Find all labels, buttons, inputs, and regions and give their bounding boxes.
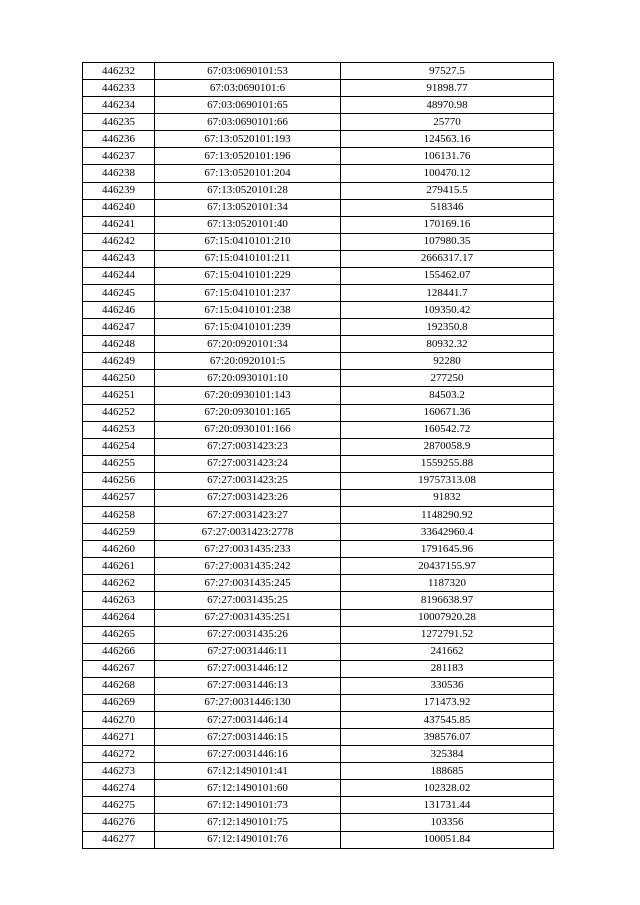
row-number-cell: 446275 xyxy=(83,797,155,814)
value-cell: 19757313.08 xyxy=(341,472,554,489)
table-body xyxy=(83,63,554,849)
table-row xyxy=(83,114,554,131)
value-cell: 192350.8 xyxy=(341,319,554,336)
cadastral-number-cell: 67:15:0410101:229 xyxy=(155,267,341,284)
cadastral-number-cell: 67:13:0520101:196 xyxy=(155,148,341,165)
row-number-cell: 446248 xyxy=(83,336,155,353)
cadastral-number-cell: 67:27:0031435:26 xyxy=(155,626,341,643)
row-number-cell: 446260 xyxy=(83,541,155,558)
value-cell: 2666317.17 xyxy=(341,250,554,267)
row-number-cell: 446242 xyxy=(83,233,155,250)
cadastral-number-cell: 67:12:1490101:73 xyxy=(155,797,341,814)
value-cell: 1148290.92 xyxy=(341,507,554,524)
row-number-cell: 446245 xyxy=(83,285,155,302)
table-row xyxy=(83,746,554,763)
table-row xyxy=(83,763,554,780)
cadastral-number-cell: 67:20:0930101:165 xyxy=(155,404,341,421)
cadastral-number-cell: 67:20:0920101:34 xyxy=(155,336,341,353)
cadastral-number-cell: 67:27:0031446:16 xyxy=(155,746,341,763)
row-number-cell: 446238 xyxy=(83,165,155,182)
cadastral-number-cell: 67:27:0031435:245 xyxy=(155,575,341,592)
value-cell: 281183 xyxy=(341,660,554,677)
row-number-cell: 446249 xyxy=(83,353,155,370)
cadastral-number-cell: 67:15:0410101:238 xyxy=(155,302,341,319)
value-cell: 155462.07 xyxy=(341,267,554,284)
value-cell: 1791645.96 xyxy=(341,541,554,558)
row-number-cell: 446276 xyxy=(83,814,155,831)
row-number-cell: 446258 xyxy=(83,507,155,524)
row-number-cell: 446263 xyxy=(83,592,155,609)
row-number-cell: 446233 xyxy=(83,80,155,97)
cadastral-number-cell: 67:27:0031423:24 xyxy=(155,455,341,472)
row-number-cell: 446252 xyxy=(83,404,155,421)
row-number-cell: 446269 xyxy=(83,694,155,711)
value-cell: 10007920.28 xyxy=(341,609,554,626)
value-cell: 1187320 xyxy=(341,575,554,592)
row-number-cell: 446255 xyxy=(83,455,155,472)
row-number-cell: 446259 xyxy=(83,524,155,541)
row-number-cell: 446262 xyxy=(83,575,155,592)
table-row xyxy=(83,216,554,233)
table-row xyxy=(83,694,554,711)
table-row xyxy=(83,131,554,148)
value-cell: 103356 xyxy=(341,814,554,831)
value-cell: 100470.12 xyxy=(341,165,554,182)
row-number-cell: 446235 xyxy=(83,114,155,131)
value-cell: 131731.44 xyxy=(341,797,554,814)
value-cell: 48970.98 xyxy=(341,97,554,114)
cadastral-number-cell: 67:20:0920101:5 xyxy=(155,353,341,370)
value-cell: 92280 xyxy=(341,353,554,370)
cadastral-number-cell: 67:27:0031435:242 xyxy=(155,558,341,575)
row-number-cell: 446261 xyxy=(83,558,155,575)
cadastral-number-cell: 67:27:0031423:23 xyxy=(155,438,341,455)
cadastral-number-cell: 67:27:0031435:251 xyxy=(155,609,341,626)
table-row xyxy=(83,455,554,472)
table-row xyxy=(83,609,554,626)
table-row xyxy=(83,797,554,814)
table-row xyxy=(83,592,554,609)
table-row xyxy=(83,541,554,558)
row-number-cell: 446265 xyxy=(83,626,155,643)
row-number-cell: 446254 xyxy=(83,438,155,455)
table-row xyxy=(83,626,554,643)
cadastral-number-cell: 67:03:0690101:53 xyxy=(155,63,341,80)
cadastral-number-cell: 67:27:0031435:233 xyxy=(155,541,341,558)
table-row xyxy=(83,302,554,319)
row-number-cell: 446240 xyxy=(83,199,155,216)
table-row xyxy=(83,711,554,728)
value-cell: 33642960.4 xyxy=(341,524,554,541)
value-cell: 8196638.97 xyxy=(341,592,554,609)
value-cell: 171473.92 xyxy=(341,694,554,711)
value-cell: 277250 xyxy=(341,370,554,387)
table-row xyxy=(83,472,554,489)
table-row xyxy=(83,182,554,199)
table-row xyxy=(83,524,554,541)
value-cell: 97527.5 xyxy=(341,63,554,80)
value-cell: 2870058.9 xyxy=(341,438,554,455)
cadastral-number-cell: 67:03:0690101:6 xyxy=(155,80,341,97)
row-number-cell: 446246 xyxy=(83,302,155,319)
table-row xyxy=(83,233,554,250)
value-cell: 160542.72 xyxy=(341,421,554,438)
table-row xyxy=(83,387,554,404)
cadastral-number-cell: 67:13:0520101:40 xyxy=(155,216,341,233)
value-cell: 279415.5 xyxy=(341,182,554,199)
row-number-cell: 446253 xyxy=(83,421,155,438)
cadastral-number-cell: 67:27:0031446:14 xyxy=(155,711,341,728)
row-number-cell: 446232 xyxy=(83,63,155,80)
table-row xyxy=(83,250,554,267)
value-cell: 25770 xyxy=(341,114,554,131)
value-cell: 100051.84 xyxy=(341,831,554,848)
value-cell: 91832 xyxy=(341,489,554,506)
cadastral-number-cell: 67:27:0031435:25 xyxy=(155,592,341,609)
cadastral-number-cell: 67:12:1490101:41 xyxy=(155,763,341,780)
value-cell: 160671.36 xyxy=(341,404,554,421)
row-number-cell: 446271 xyxy=(83,729,155,746)
cadastral-number-cell: 67:20:0930101:143 xyxy=(155,387,341,404)
cadastral-number-cell: 67:27:0031423:25 xyxy=(155,472,341,489)
cadastral-number-cell: 67:27:0031423:27 xyxy=(155,507,341,524)
cadastral-number-cell: 67:27:0031423:2778 xyxy=(155,524,341,541)
cadastral-number-cell: 67:15:0410101:210 xyxy=(155,233,341,250)
table-row xyxy=(83,370,554,387)
table-row xyxy=(83,97,554,114)
table-row xyxy=(83,831,554,848)
value-cell: 107980.35 xyxy=(341,233,554,250)
table-row xyxy=(83,507,554,524)
row-number-cell: 446256 xyxy=(83,472,155,489)
table-row xyxy=(83,729,554,746)
table-row xyxy=(83,148,554,165)
row-number-cell: 446247 xyxy=(83,319,155,336)
cadastral-number-cell: 67:13:0520101:193 xyxy=(155,131,341,148)
table-row xyxy=(83,404,554,421)
row-number-cell: 446274 xyxy=(83,780,155,797)
value-cell: 106131.76 xyxy=(341,148,554,165)
cadastral-number-cell: 67:27:0031446:13 xyxy=(155,677,341,694)
cadastral-number-cell: 67:13:0520101:204 xyxy=(155,165,341,182)
value-cell: 109350.42 xyxy=(341,302,554,319)
row-number-cell: 446236 xyxy=(83,131,155,148)
table-row xyxy=(83,677,554,694)
table-row xyxy=(83,267,554,284)
cadastral-number-cell: 67:15:0410101:239 xyxy=(155,319,341,336)
cadastral-number-cell: 67:20:0930101:10 xyxy=(155,370,341,387)
row-number-cell: 446268 xyxy=(83,677,155,694)
value-cell: 20437155.97 xyxy=(341,558,554,575)
table-row xyxy=(83,558,554,575)
cadastral-number-cell: 67:13:0520101:34 xyxy=(155,199,341,216)
value-cell: 80932.32 xyxy=(341,336,554,353)
table-row xyxy=(83,319,554,336)
value-cell: 91898.77 xyxy=(341,80,554,97)
cadastral-number-cell: 67:15:0410101:237 xyxy=(155,285,341,302)
row-number-cell: 446270 xyxy=(83,711,155,728)
value-cell: 325384 xyxy=(341,746,554,763)
table-row xyxy=(83,489,554,506)
row-number-cell: 446277 xyxy=(83,831,155,848)
cadastral-number-cell: 67:27:0031446:11 xyxy=(155,643,341,660)
table-row xyxy=(83,643,554,660)
table-row xyxy=(83,199,554,216)
value-cell: 330536 xyxy=(341,677,554,694)
row-number-cell: 446234 xyxy=(83,97,155,114)
value-cell: 102328.02 xyxy=(341,780,554,797)
cadastral-number-cell: 67:03:0690101:65 xyxy=(155,97,341,114)
value-cell: 241662 xyxy=(341,643,554,660)
cadastral-number-cell: 67:20:0930101:166 xyxy=(155,421,341,438)
cadastral-number-cell: 67:27:0031446:12 xyxy=(155,660,341,677)
table-row xyxy=(83,165,554,182)
table-row xyxy=(83,421,554,438)
row-number-cell: 446257 xyxy=(83,489,155,506)
value-cell: 188685 xyxy=(341,763,554,780)
row-number-cell: 446264 xyxy=(83,609,155,626)
cadastral-number-cell: 67:15:0410101:211 xyxy=(155,250,341,267)
row-number-cell: 446273 xyxy=(83,763,155,780)
cadastral-number-cell: 67:27:0031446:130 xyxy=(155,694,341,711)
cadastral-number-cell: 67:27:0031423:26 xyxy=(155,489,341,506)
row-number-cell: 446250 xyxy=(83,370,155,387)
table-row xyxy=(83,814,554,831)
table-row xyxy=(83,438,554,455)
table-row xyxy=(83,63,554,80)
value-cell: 1272791.52 xyxy=(341,626,554,643)
value-cell: 170169.16 xyxy=(341,216,554,233)
row-number-cell: 446243 xyxy=(83,250,155,267)
cadastral-number-cell: 67:13:0520101:28 xyxy=(155,182,341,199)
row-number-cell: 446244 xyxy=(83,267,155,284)
table-row xyxy=(83,336,554,353)
value-cell: 1559255.88 xyxy=(341,455,554,472)
row-number-cell: 446239 xyxy=(83,182,155,199)
cadastral-number-cell: 67:03:0690101:66 xyxy=(155,114,341,131)
row-number-cell: 446241 xyxy=(83,216,155,233)
row-number-cell: 446272 xyxy=(83,746,155,763)
table-row xyxy=(83,353,554,370)
row-number-cell: 446267 xyxy=(83,660,155,677)
table-row xyxy=(83,660,554,677)
row-number-cell: 446237 xyxy=(83,148,155,165)
row-number-cell: 446266 xyxy=(83,643,155,660)
cadastral-number-cell: 67:12:1490101:76 xyxy=(155,831,341,848)
table-row xyxy=(83,575,554,592)
cadastral-value-table xyxy=(82,62,554,849)
value-cell: 518346 xyxy=(341,199,554,216)
cadastral-number-cell: 67:12:1490101:75 xyxy=(155,814,341,831)
value-cell: 398576.07 xyxy=(341,729,554,746)
table-row xyxy=(83,285,554,302)
value-cell: 84503.2 xyxy=(341,387,554,404)
value-cell: 437545.85 xyxy=(341,711,554,728)
value-cell: 128441.7 xyxy=(341,285,554,302)
row-number-cell: 446251 xyxy=(83,387,155,404)
value-cell: 124563.16 xyxy=(341,131,554,148)
table-row xyxy=(83,80,554,97)
table-row xyxy=(83,780,554,797)
cadastral-number-cell: 67:27:0031446:15 xyxy=(155,729,341,746)
cadastral-number-cell: 67:12:1490101:60 xyxy=(155,780,341,797)
